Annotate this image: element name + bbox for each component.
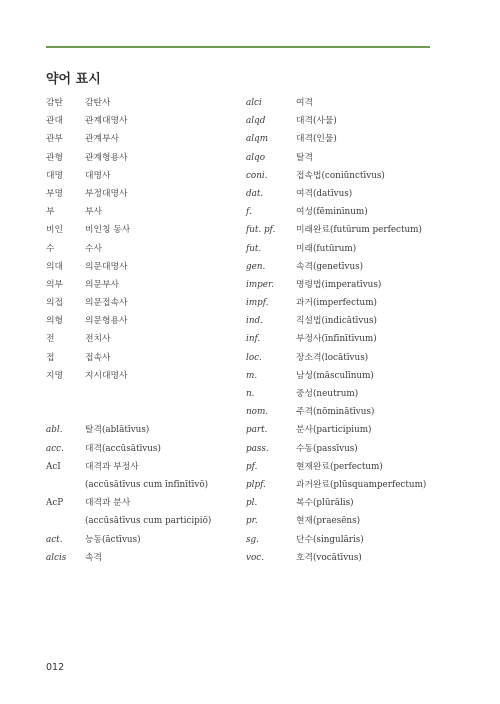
abbreviation-row <box>46 312 246 330</box>
abbreviation-row <box>246 531 476 549</box>
abbreviation-meaning: 접속법(coniūnctīvus) <box>296 170 385 181</box>
abbreviation: dat. <box>246 188 264 199</box>
abbreviation-meaning: 비인칭 동사 <box>85 225 131 236</box>
abbreviation-meaning: (accūsātīvus cum participiō) <box>85 516 212 527</box>
abbreviation-row <box>46 458 246 476</box>
left-abbreviation-column <box>46 94 246 567</box>
abbreviation: 관형 <box>46 152 63 163</box>
abbreviation-row <box>246 112 476 130</box>
abbreviation-meaning: 부사 <box>85 207 102 218</box>
abbreviation: 의형 <box>46 316 63 327</box>
abbreviation-row <box>46 112 246 130</box>
abbreviation-meaning: 수사 <box>85 243 102 254</box>
abbreviation: alqd <box>246 116 266 127</box>
abbreviation-meaning: 탈격 <box>296 152 313 163</box>
abbreviation-row <box>46 440 246 458</box>
abbreviation-row <box>46 421 246 439</box>
abbreviation: voc. <box>246 552 264 563</box>
abbreviation: 감탄 <box>46 98 63 108</box>
abbreviation: f. <box>246 207 252 218</box>
abbreviation: fut. <box>246 243 262 254</box>
header-rule <box>46 46 430 48</box>
abbreviation-row <box>46 476 246 494</box>
abbreviation: 수 <box>46 243 55 254</box>
abbreviation: alci <box>246 98 262 108</box>
abbreviation-row <box>46 221 246 239</box>
abbreviation-meaning: 접속사 <box>85 352 111 363</box>
abbreviation-meaning: 지시대명사 <box>85 370 128 381</box>
abbreviation: fut. pf. <box>246 225 276 236</box>
abbreviation-meaning: 능동(āctīvus) <box>85 534 141 545</box>
abbreviation-row <box>46 94 246 112</box>
abbreviation-row <box>46 240 246 258</box>
abbreviation: pr. <box>246 516 258 527</box>
abbreviation-row <box>246 240 476 258</box>
abbreviation-row <box>46 167 246 185</box>
abbreviation: alqm <box>246 134 269 145</box>
abbreviation-row <box>246 403 476 421</box>
abbreviation: gen. <box>246 261 266 272</box>
abbreviation-meaning: 여성(fēminīnum) <box>296 207 368 218</box>
abbreviation-meaning: 관계부사 <box>85 134 119 145</box>
abbreviation-meaning: 감탄사 <box>85 98 111 108</box>
abbreviation-meaning: 부정대명사 <box>85 188 128 199</box>
abbreviation-meaning: 의문부사 <box>85 279 119 290</box>
abbreviation-row <box>246 440 476 458</box>
abbreviation: m. <box>246 370 258 381</box>
abbreviation-meaning: 대격(인물) <box>296 134 337 145</box>
abbreviation-row <box>246 494 476 512</box>
abbreviation-meaning: 수동(passīvus) <box>296 443 358 454</box>
abbreviation: imper. <box>246 279 275 290</box>
page-number: 012 <box>46 662 65 673</box>
abbreviation-row <box>246 367 476 385</box>
abbreviation: alcis <box>46 552 67 563</box>
abbreviation-row <box>46 276 246 294</box>
abbreviation: 전 <box>46 334 55 345</box>
abbreviation-meaning: 분사(participium) <box>296 425 372 436</box>
abbreviation: 부 <box>46 207 55 218</box>
abbreviation: pass. <box>246 443 269 454</box>
abbreviation-meaning: 미래(futūrum) <box>296 243 357 254</box>
abbreviation: n. <box>246 389 255 399</box>
abbreviation: 의대 <box>46 261 63 272</box>
abbreviation-meaning: 주격(nōminātīvus) <box>296 407 375 418</box>
abbreviation: sg. <box>246 534 259 545</box>
abbreviation-row <box>46 385 246 403</box>
abbreviation-meaning: 관계대명사 <box>85 116 128 127</box>
abbreviation-row <box>46 349 246 367</box>
abbreviation: coni. <box>246 170 268 181</box>
abbreviation-row <box>246 421 476 439</box>
abbreviation: 지명 <box>46 370 63 381</box>
abbreviation: part. <box>246 425 268 436</box>
abbreviation-row <box>246 258 476 276</box>
abbreviation: ind. <box>246 316 263 327</box>
abbreviation-meaning: 장소격(locātīvus) <box>296 352 369 363</box>
section-title: 약어 표시 <box>46 72 101 87</box>
abbreviation-row <box>246 549 476 567</box>
abbreviation-meaning: 의문접속사 <box>85 298 128 309</box>
abbreviation-row <box>246 294 476 312</box>
abbreviation-meaning: 속격 <box>85 552 102 563</box>
abbreviation-meaning: 단수(singulāris) <box>296 534 364 545</box>
abbreviation: act. <box>46 534 63 545</box>
abbreviation-meaning: 의문대명사 <box>85 261 128 272</box>
abbreviation: pl. <box>246 498 258 509</box>
abbreviation-row <box>246 349 476 367</box>
abbreviation-meaning: 여격 <box>296 98 313 108</box>
abbreviation-row <box>246 512 476 530</box>
abbreviation-meaning: 복수(plūrālis) <box>296 498 354 509</box>
abbreviation-meaning: 관계형용사 <box>85 152 128 163</box>
abbreviation-meaning: 대격(사물) <box>296 116 337 127</box>
abbreviation: nom. <box>246 407 269 418</box>
abbreviation-meaning: 직설법(indicātīvus) <box>296 316 377 327</box>
abbreviation-row <box>46 549 246 567</box>
abbreviation: inf. <box>246 334 261 345</box>
abbreviation-row <box>46 494 246 512</box>
abbreviation-meaning: 남성(māsculīnum) <box>296 370 374 381</box>
abbreviation-row <box>246 276 476 294</box>
abbreviation: AcI <box>46 461 61 472</box>
abbreviation-meaning: 호격(vocātīvus) <box>296 552 362 563</box>
abbreviation: 의접 <box>46 298 63 309</box>
abbreviation-meaning: 현재(praesēns) <box>296 516 361 527</box>
abbreviation-meaning: 여격(datīvus) <box>296 188 353 199</box>
abbreviation-meaning: 대격(accūsātīvus) <box>85 443 161 454</box>
abbreviation-row <box>46 185 246 203</box>
abbreviation-meaning: 대격과 부정사 <box>85 461 139 472</box>
abbreviation-meaning: 과거완료(plūsquamperfectum) <box>296 479 427 490</box>
abbreviation-row <box>246 185 476 203</box>
abbreviation-meaning: 부정사(īnfīnītīvum) <box>296 334 377 345</box>
abbreviation: acc. <box>46 443 64 454</box>
abbreviation-meaning: 중성(neutrum) <box>296 389 359 399</box>
abbreviation-row <box>246 312 476 330</box>
abbreviation-meaning: 탈격(ablātīvus) <box>85 425 150 436</box>
abbreviation-row <box>46 367 246 385</box>
abbreviation-row <box>46 258 246 276</box>
abbreviation: 의부 <box>46 279 63 290</box>
abbreviation-row <box>246 167 476 185</box>
abbreviation-row <box>46 294 246 312</box>
abbreviation: AcP <box>46 498 64 509</box>
abbreviation: loc. <box>246 352 262 363</box>
abbreviation-meaning: 대명사 <box>85 170 111 181</box>
abbreviation-meaning: (accūsātīvus cum īnfīnītīvō) <box>85 479 209 490</box>
abbreviation-row <box>246 94 476 112</box>
abbreviation-row <box>46 330 246 348</box>
abbreviation-row <box>46 149 246 167</box>
abbreviation: abl. <box>46 425 63 436</box>
abbreviation-meaning: 현재완료(perfectum) <box>296 461 383 472</box>
abbreviation-row <box>246 149 476 167</box>
abbreviation-row <box>46 531 246 549</box>
abbreviation-row <box>246 476 476 494</box>
abbreviation: 대명 <box>46 170 63 181</box>
abbreviation-meaning: 전치사 <box>85 334 111 345</box>
right-abbreviation-column <box>246 94 476 567</box>
abbreviation: 관부 <box>46 134 63 145</box>
abbreviation: 관대 <box>46 116 63 127</box>
abbreviation-meaning: 미래완료(futūrum perfectum) <box>296 225 422 236</box>
abbreviation-meaning: 속격(genetīvus) <box>296 261 364 272</box>
abbreviation: alqo <box>246 152 265 163</box>
abbreviation-row <box>246 130 476 148</box>
abbreviation-meaning: 의문형용사 <box>85 316 128 327</box>
abbreviation-row <box>246 458 476 476</box>
abbreviation: 접 <box>46 352 55 363</box>
abbreviation-row <box>46 403 246 421</box>
abbreviation-meaning: 과거(imperfectum) <box>296 298 377 309</box>
abbreviation-row <box>46 512 246 530</box>
abbreviation: plpf. <box>246 479 266 490</box>
abbreviation: 부명 <box>46 188 63 199</box>
abbreviation-meaning: 대격과 분사 <box>85 498 131 509</box>
abbreviation-row <box>46 130 246 148</box>
abbreviation-row <box>246 203 476 221</box>
abbreviation-meaning: 명령법(imperatīvus) <box>296 279 382 290</box>
abbreviation: 비인 <box>46 225 63 236</box>
abbreviation: pf. <box>246 461 258 472</box>
abbreviation: impf. <box>246 298 269 309</box>
abbreviation-row <box>246 330 476 348</box>
abbreviation-row <box>246 385 476 403</box>
abbreviation-row <box>46 203 246 221</box>
abbreviation-row <box>246 221 476 239</box>
